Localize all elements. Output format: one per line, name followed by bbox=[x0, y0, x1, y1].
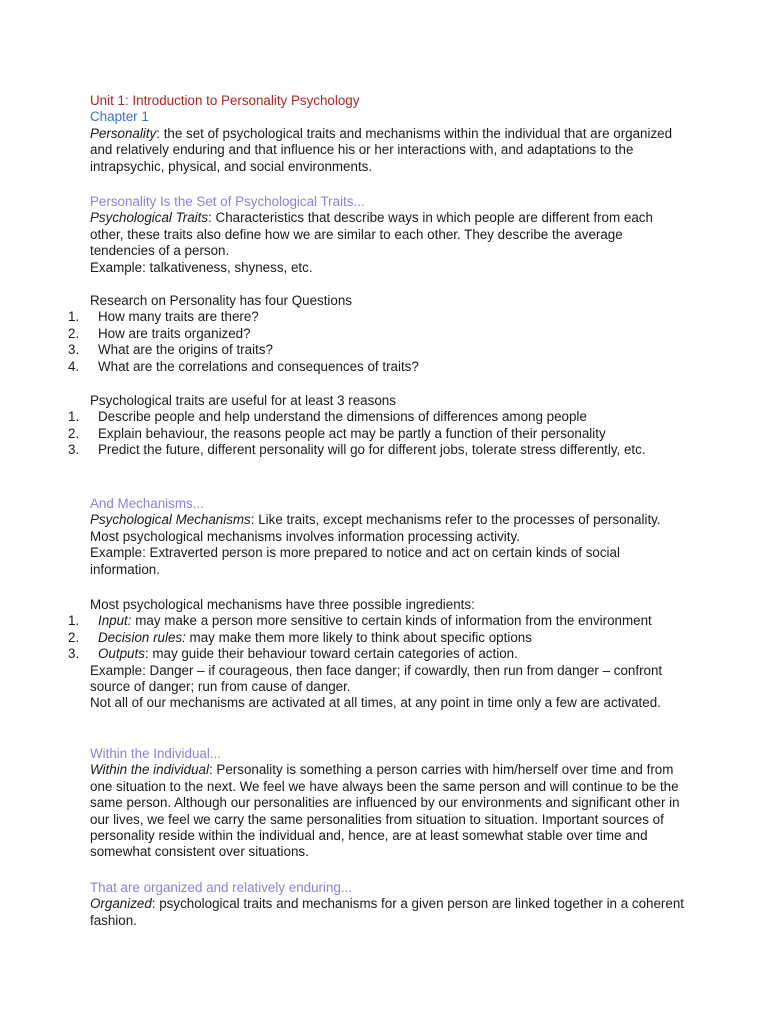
organized-definition bbox=[90, 896, 690, 929]
organized-text: : psychological traits and mechanisms for a given person are linked together in a coherent fashion. bbox=[90, 896, 684, 928]
list-item: 1. How many traits are there? bbox=[68, 309, 259, 325]
within-section bbox=[90, 746, 690, 861]
list-item: 1. Describe people and help understand the dimensions of differences among people bbox=[68, 409, 587, 425]
unit-title: Unit 1: Introduction to Personality Psychology bbox=[90, 93, 360, 108]
danger-example: Example: Danger – if courageous, then face danger; if cowardly, then run from danger – confront source of danger; run from cause of danger. bbox=[90, 662, 663, 694]
list-item: 2. How are traits organized? bbox=[68, 325, 251, 341]
activation-note: Not all of our mechanisms are activated at all times, at any point in time only a few are activated. bbox=[90, 695, 661, 711]
ingredients-footer bbox=[90, 663, 690, 712]
mechanisms-heading: And Mechanisms... bbox=[90, 496, 204, 511]
within-term: Within the individual bbox=[90, 762, 209, 778]
within-definition bbox=[90, 762, 690, 860]
ingredients-list bbox=[0, 613, 720, 662]
list-item: 2. Explain behaviour, the reasons people act may be partly a function of their personality bbox=[68, 425, 606, 441]
traits-heading: Personality Is the Set of Psychological Traits... bbox=[90, 194, 365, 209]
within-heading: Within the Individual... bbox=[90, 746, 221, 761]
list-item: 3. Predict the future, different personality will go for different jobs, tolerate stress differently, etc. bbox=[68, 442, 646, 458]
traits-section bbox=[90, 194, 690, 276]
useful-list bbox=[0, 409, 720, 458]
list-item: 4. What are the correlations and consequences of traits? bbox=[68, 358, 419, 374]
mechanisms-term: Psychological Mechanisms bbox=[90, 512, 251, 528]
organized-term: Organized bbox=[90, 896, 152, 912]
list-item: 1. Input: may make a person more sensitive to certain kinds of information from the environment bbox=[68, 613, 652, 629]
traits-definition bbox=[90, 210, 690, 259]
personality-text: : the set of psychological traits and mechanisms within the individual that are organized and relatively enduring and that influence his or her interactions with, and adaptations to the intrapsychic, physical, and social environments. bbox=[90, 125, 673, 174]
list-item: 2. Decision rules: may make them more likely to think about specific options bbox=[68, 629, 532, 645]
personality-term: Personality bbox=[90, 125, 157, 141]
traits-text: : Characteristics that describe ways in which people are different from each other, these traits also define how we are similar to each other. They describe the average tendencies of a person. bbox=[90, 210, 653, 259]
within-text: : Personality is something a person carries with him/herself over time and from one situation to the next. We feel we have always been the same person and will continue to be the same person. Although our personalities are influenced by our environments and significant other in our lives, we feel we carry the same personalities from situation to situation. Important sources of personality reside within the individual and, hence, are at least somewhat stable over time and somewhat consistent over situations. bbox=[90, 762, 680, 860]
mechanisms-section bbox=[90, 496, 690, 578]
organized-heading: That are organized and relatively enduring... bbox=[90, 880, 353, 895]
intro-block bbox=[90, 93, 690, 175]
organized-section bbox=[90, 880, 690, 929]
useful-intro: Psychological traits are useful for at least 3 reasons bbox=[90, 393, 396, 408]
chapter-heading: Chapter 1 bbox=[90, 109, 149, 125]
traits-example: Example: talkativeness, shyness, etc. bbox=[90, 259, 313, 275]
mechanisms-definition bbox=[90, 512, 690, 545]
research-list bbox=[0, 309, 720, 375]
research-intro: Research on Personality has four Questions bbox=[90, 293, 353, 308]
ingredients-intro: Most psychological mechanisms have three possible ingredients: bbox=[90, 597, 475, 612]
traits-term: Psychological Traits bbox=[90, 210, 209, 226]
mechanisms-text: : Like traits, except mechanisms refer to the processes of personality. Most psychological mechanisms involves information processing activity. bbox=[90, 512, 661, 544]
list-item: 3. Outputs: may guide their behaviour toward certain categories of action. bbox=[68, 646, 518, 662]
mechanisms-example: Example: Extraverted person is more prepared to notice and act on certain kinds of social information. bbox=[90, 545, 620, 577]
list-item: 3. What are the origins of traits? bbox=[68, 342, 273, 358]
personality-definition bbox=[90, 126, 690, 175]
